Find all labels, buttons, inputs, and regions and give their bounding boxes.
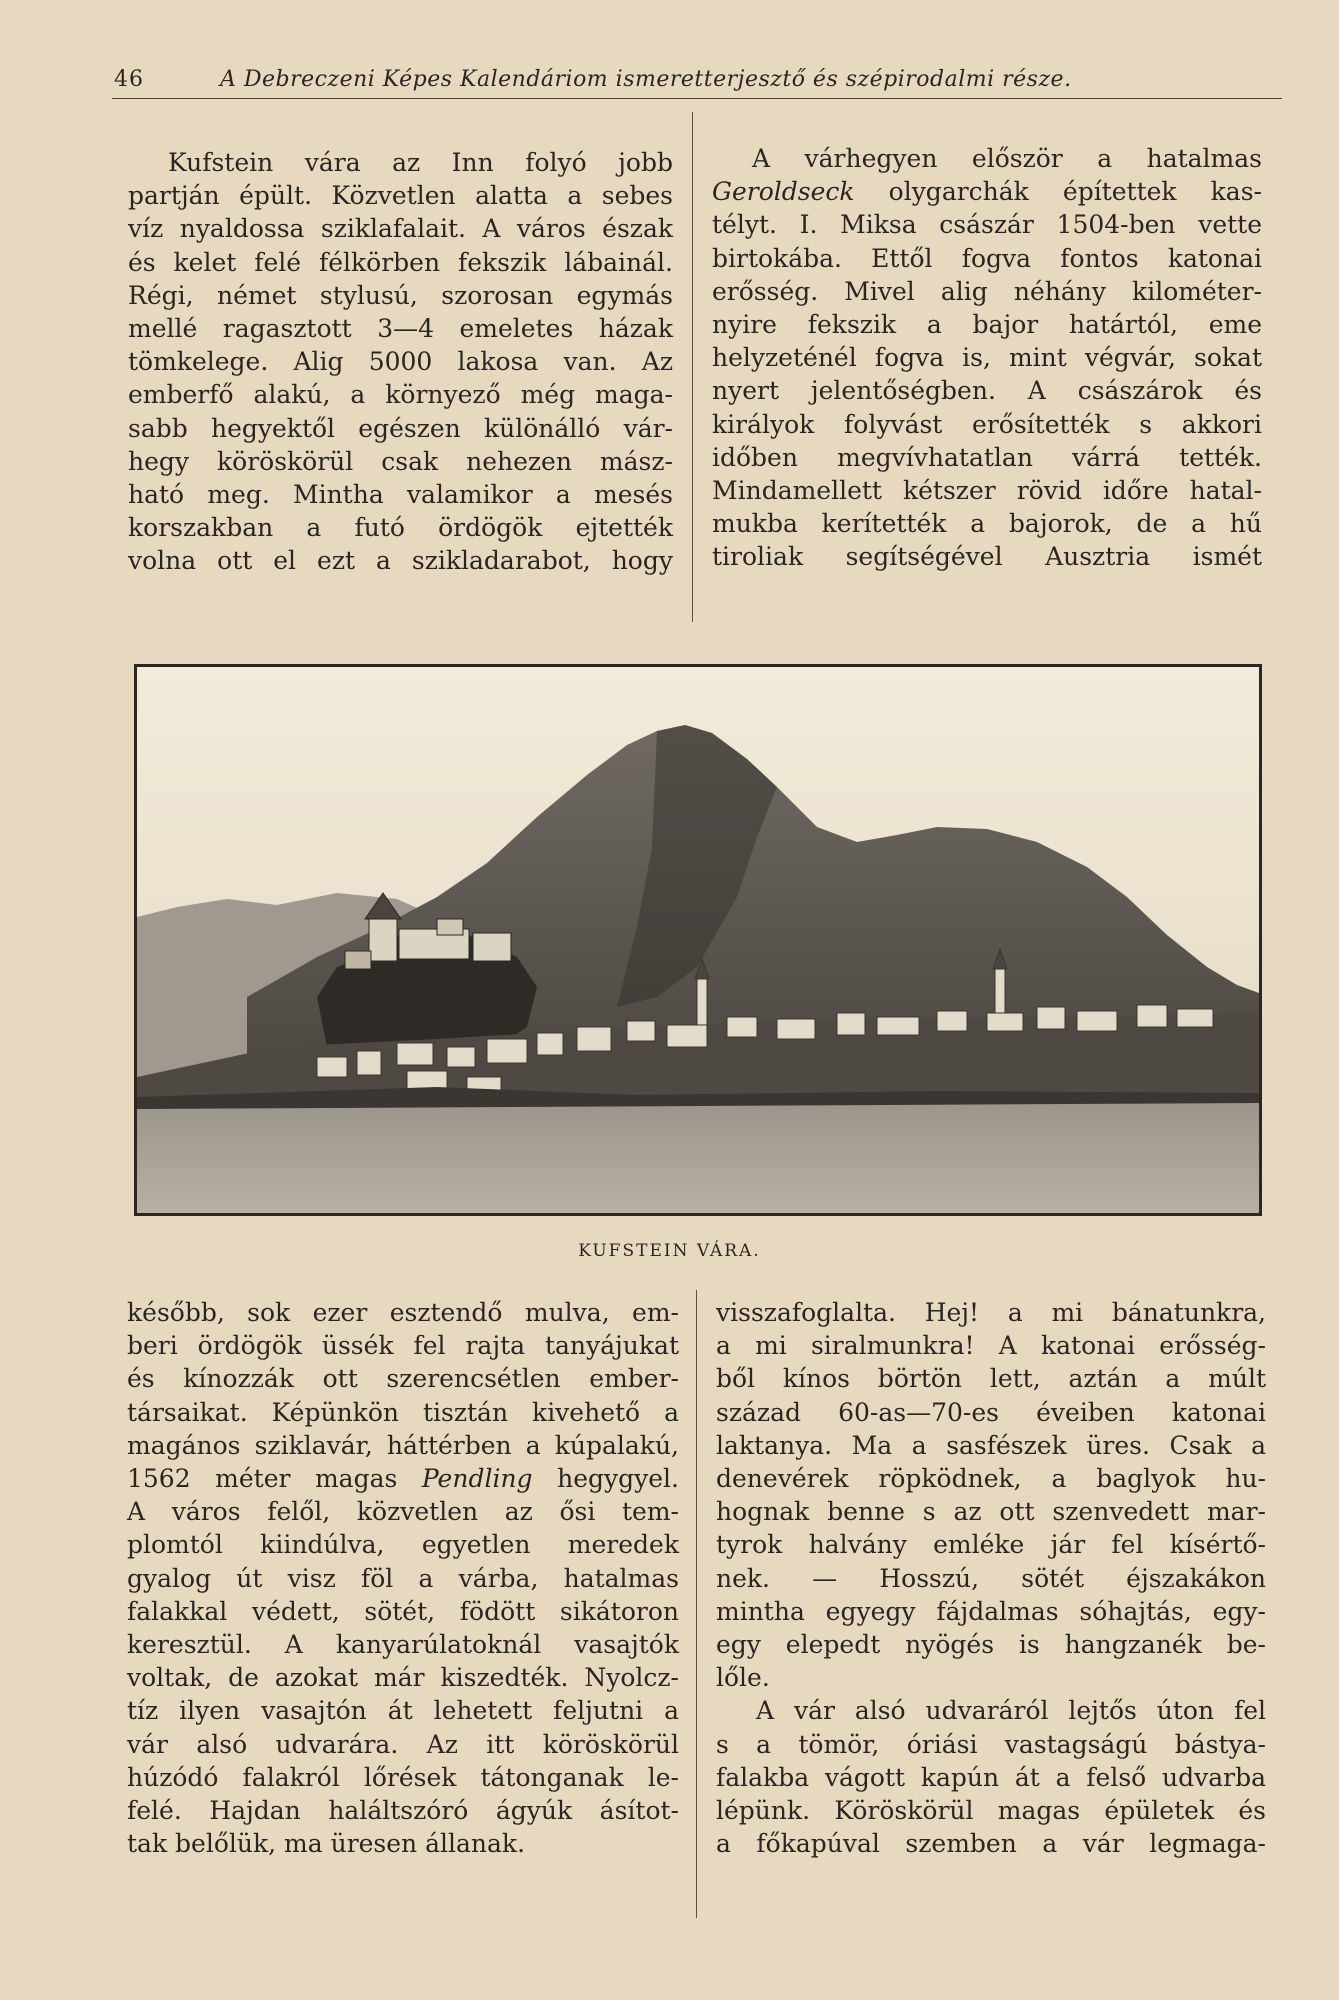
- text-line: ből kínos börtön lett, aztán a múlt: [716, 1364, 1266, 1394]
- text-line: sabb hegyektől egészen különálló vár-: [128, 413, 673, 443]
- text-line: A vár alsó udvaráról lejtős úton fel: [756, 1696, 1266, 1726]
- text-line: mintha egyegy fájdalmas sóhajtás, egy-: [716, 1596, 1266, 1626]
- running-title: A Debreczeni Képes Kalendáriom ismeretterjesztő és szépirodalmi része.: [220, 67, 1072, 92]
- text-line: keresztül. A kanyarúlatoknál vasajtók: [127, 1630, 679, 1660]
- text-fragment: olygarchák építettek kas-: [888, 177, 1262, 207]
- inn-river: [137, 1099, 1259, 1213]
- landscape-illustration: [137, 667, 1259, 1213]
- text-line: gyalog út visz föl a várba, hatalmas: [127, 1563, 679, 1593]
- text-line: A várhegyen először a hatalmas: [752, 144, 1262, 173]
- text-line: partján épült. Közvetlen alatta a sebes: [128, 181, 673, 211]
- text-line: század 60-as—70-es éveiben katonai: [716, 1397, 1266, 1427]
- text-line: falakba vágott kapún át a felső udvarba: [716, 1762, 1266, 1792]
- text-line: denevérek röpködnek, a baglyok hu-: [716, 1464, 1266, 1494]
- text-line: volna ott el ezt a szikladarabot, hogy: [128, 546, 673, 576]
- text-line: tak belőlük, ma üresen állanak.: [127, 1829, 526, 1859]
- paragraph: [712, 142, 1262, 574]
- text-line: [712, 175, 1262, 208]
- text-line: tömkelege. Alig 5000 lakosa van. Az: [128, 347, 673, 377]
- column-bottom-right: [716, 1296, 1266, 1860]
- text-line: Mindamellett kétszer rövid időre hatal-: [712, 476, 1262, 506]
- column-top-left: [128, 146, 673, 578]
- text-line: [127, 1462, 679, 1495]
- text-line: plomtól kiindúlva, egyetlen meredek: [127, 1530, 679, 1560]
- text-line: társaikat. Képünkön tisztán kivehető a: [127, 1397, 679, 1427]
- text-line: A város felől, közvetlen az ősi tem-: [127, 1497, 679, 1527]
- text-line: lőle.: [716, 1663, 770, 1693]
- text-line: helyzeténél fogva is, mint végvár, sokat: [712, 343, 1262, 373]
- text-line: vár alsó udvarára. Az itt köröskörül: [127, 1729, 679, 1759]
- kufstein-castle-photo: [134, 664, 1262, 1216]
- text-line: voltak, de azokat már kiszedték. Nyolcz-: [127, 1663, 679, 1693]
- text-line: beri ördögök üssék fel rajta tanyájukat: [127, 1331, 679, 1361]
- text-line: tíz ilyen vasajtón át lehetett feljutni a: [127, 1696, 679, 1726]
- text-fragment: 1562 méter magas: [127, 1464, 398, 1494]
- text-line: lépünk. Köröskörül magas épületek és: [716, 1796, 1266, 1826]
- text-line: tyrok halvány emléke jár fel kísértő-: [716, 1530, 1266, 1560]
- text-line: ható meg. Mintha valamikor a mesés: [128, 480, 673, 510]
- text-line: Régi, német stylusú, szorosan egymás: [128, 280, 673, 310]
- text-line: tiroliak segítségével Ausztria ismét: [712, 542, 1262, 572]
- paragraph: [127, 1296, 679, 1860]
- text-line: később, sok ezer esztendő mulva, em-: [127, 1298, 679, 1327]
- column-divider-bottom: [696, 1290, 697, 1918]
- text-line: télyt. I. Miksa császár 1504-ben vette: [712, 210, 1262, 240]
- text-line: nyire fekszik a bajor határtól, eme: [712, 310, 1262, 340]
- text-line: Kufstein vára az Inn folyó jobb: [168, 148, 673, 177]
- name-geroldseck: Geroldseck: [712, 177, 855, 207]
- text-fragment: hegygyel.: [557, 1464, 679, 1494]
- text-line: emberfő alakú, a környező még maga-: [128, 380, 673, 410]
- text-line: hegy köröskörül csak nehezen mász-: [128, 446, 673, 476]
- text-line: birtokába. Ettől fogva fontos katonai: [712, 243, 1262, 273]
- text-line: mukba kerítették a bajorok, de a hű: [712, 509, 1262, 539]
- column-divider-top: [692, 112, 693, 622]
- paragraph: [716, 1694, 1266, 1860]
- text-line: erősség. Mivel alig néhány kilométer-: [712, 276, 1262, 306]
- text-line: és kínozzák ott szerencsétlen ember-: [127, 1364, 679, 1394]
- text-line: a mi siralmunkra! A katonai erősség-: [716, 1331, 1266, 1361]
- text-line: visszafoglalta. Hej! a mi bánatunkra,: [716, 1298, 1266, 1327]
- name-pendling: Pendling: [421, 1464, 533, 1494]
- text-line: húzódó falakról lőrések tátonganak le-: [127, 1762, 679, 1792]
- text-line: és kelet felé félkörben fekszik lábainál.: [128, 247, 673, 277]
- text-line: a főkapúval szemben a vár legmaga-: [716, 1829, 1266, 1859]
- paragraph: [128, 146, 673, 578]
- text-line: hognak benne s az ott szenvedett mar-: [716, 1497, 1266, 1527]
- page-number: 46: [114, 67, 144, 92]
- text-line: s a tömör, óriási vastagságú bástya-: [716, 1729, 1266, 1759]
- text-line: egy elepedt nyögés is hangzanék be-: [716, 1630, 1266, 1660]
- page-header: [112, 62, 1282, 99]
- text-line: laktanya. Ma a sasfészek üres. Csak a: [716, 1430, 1266, 1460]
- text-line: falakkal védett, sötét, födött sikátoron: [127, 1596, 679, 1626]
- text-line: magános sziklavár, háttérben a kúpalakú,: [127, 1430, 679, 1460]
- text-line: nyert jelentőségben. A császárok és: [712, 376, 1262, 406]
- text-line: királyok folyvást erősítették s akkori: [712, 409, 1262, 439]
- text-line: korszakban a futó ördögök ejtették: [128, 513, 673, 543]
- text-line: mellé ragasztott 3—4 emeletes házak: [128, 314, 673, 344]
- text-line: víz nyaldossa sziklafalait. A város észak: [128, 214, 673, 244]
- figure-caption: KUFSTEIN VÁRA.: [578, 1241, 761, 1261]
- column-bottom-left: [127, 1296, 679, 1860]
- text-line: időben megvívhatatlan várrá tették.: [712, 442, 1262, 472]
- text-line: nek. — Hosszú, sötét éjszakákon: [716, 1563, 1266, 1593]
- paragraph: [716, 1296, 1266, 1694]
- text-line: felé. Hajdan haláltszóró ágyúk ásítot-: [127, 1796, 679, 1826]
- column-top-right: [712, 142, 1262, 574]
